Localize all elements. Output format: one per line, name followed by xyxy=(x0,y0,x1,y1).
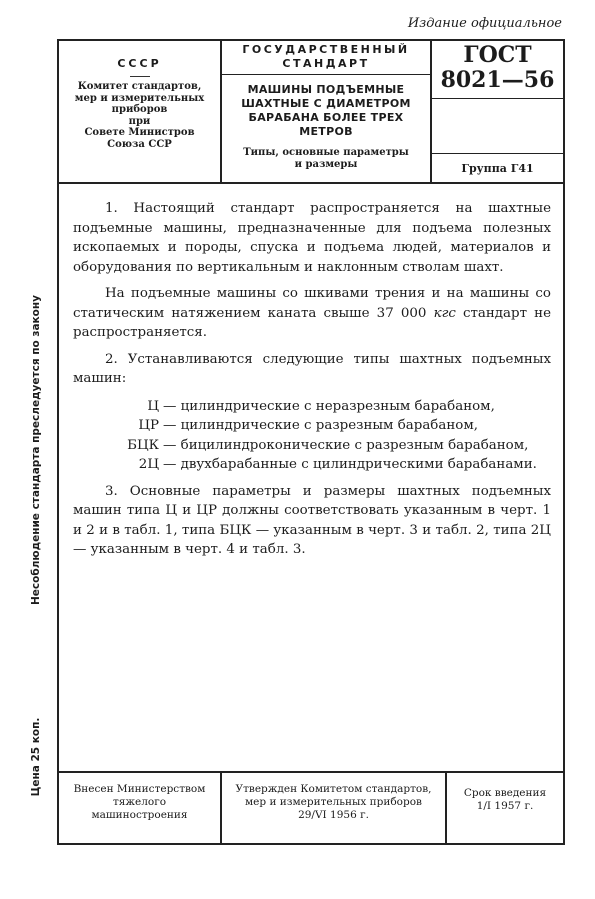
footer-block xyxy=(59,771,563,845)
type-description: — двухбарабанные с цилиндрическими барабанами. xyxy=(163,457,537,472)
type-description: — цилиндрические с разрезным барабаном, xyxy=(163,418,479,433)
header-block xyxy=(59,41,563,184)
document-body xyxy=(73,199,551,560)
gost-number: 8021—56 xyxy=(440,67,555,93)
type-description: — цилиндрические с неразрезным барабаном, xyxy=(163,398,495,414)
price-label: Цена 25 коп. xyxy=(30,717,42,797)
divider xyxy=(130,76,150,77)
type-description: — бицилиндроконические с разрезным барабаном, xyxy=(163,437,529,453)
document-title: МАШИНЫ ПОДЪЕМНЫЕ ШАХТНЫЕ С ДИАМЕТРОМ БАРАБАНА БОЛЕЕ ТРЕХ МЕТРОВ xyxy=(241,83,411,138)
approved-by: Утвержден Комитетом стандартов, мер и измерительных приборов 29/VI 1956 г. xyxy=(222,773,447,845)
law-notice: Несоблюдение стандарта преследуется по закону xyxy=(30,295,42,605)
type-code: ЦР xyxy=(138,418,159,433)
list-item xyxy=(73,455,551,475)
type-code: 2Ц xyxy=(138,457,159,472)
edition-note: Издание официальное xyxy=(407,16,562,31)
state-standard-label: ГОСУДАРСТВЕННЫЙ СТАНДАРТ xyxy=(222,41,430,75)
document-subtitle: Типы, основные параметры и размеры xyxy=(243,147,409,170)
unit-kgs: кгс xyxy=(433,305,456,321)
committee-name: Комитет стандартов, мер и измерительных приборов при Совете Министров Союза ССР xyxy=(74,81,205,150)
group-code: Группа Г41 xyxy=(461,162,534,175)
gost-label: ГОСТ xyxy=(463,42,532,68)
blank-cell xyxy=(432,99,563,154)
header-code xyxy=(432,41,563,182)
type-code: БЦК xyxy=(127,437,159,453)
paragraph-2: 2. Устанавливаются следующие типы шахтных подъемных машин: xyxy=(73,351,551,386)
type-code: Ц xyxy=(147,398,159,414)
document-frame xyxy=(57,39,565,845)
introduced-by: Внесен Министерством тяжелого машиностроения xyxy=(59,773,222,845)
side-margin xyxy=(0,0,60,899)
paragraph-1: 1. Настоящий стандарт распространяется на шахтные подъемные машины, предназначенные для подъема полезных ископаемых и породы, спуска и подъема людей, материалов и оборудования по вертикальным и наклонным стволам шахт. xyxy=(73,201,551,275)
paragraph-exclusion: На подъемные машины со шкивами трения и на машины со статическим натяжением каната свыше 37 000 кгс стандарт не распространяется. xyxy=(73,286,551,340)
list-item xyxy=(73,436,551,456)
types-list xyxy=(73,397,551,475)
list-item xyxy=(73,416,551,436)
effective-date: Срок введения 1/I 1957 г. xyxy=(463,787,547,812)
list-item xyxy=(73,397,551,417)
header-title xyxy=(222,41,432,182)
ussr-label: СССР xyxy=(117,57,162,70)
paragraph-3: 3. Основные параметры и размеры шахтных подъемных машин типа Ц и ЦР должны соответствовать указанным в черт. 1 и 2 и в табл. 1, типа БЦК — указанным в черт. 3 и табл. 2, типа 2Ц — указанным в черт. 4 и табл. 3. xyxy=(73,483,551,557)
header-issuer xyxy=(59,41,222,182)
gost-designation xyxy=(432,41,563,99)
